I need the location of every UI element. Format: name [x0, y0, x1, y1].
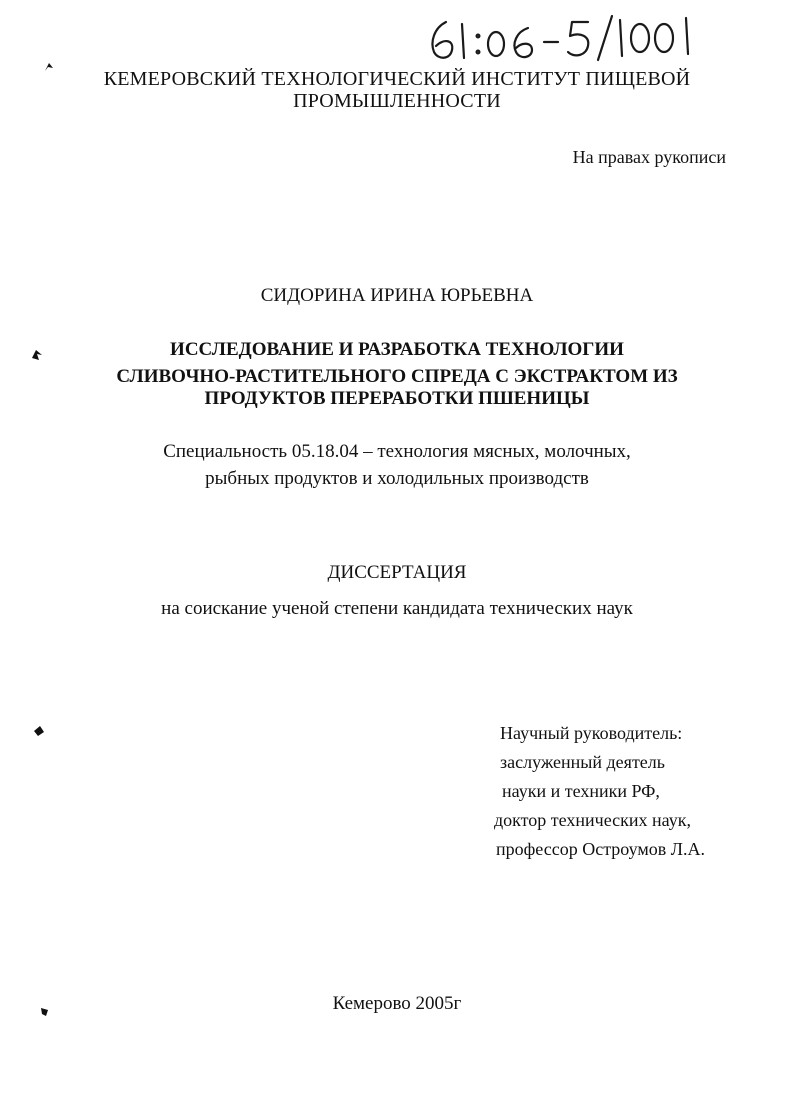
- advisor-line-4: профессор Остроумов Л.А.: [496, 839, 705, 859]
- advisor-line-3: доктор технических наук,: [494, 810, 691, 830]
- specialty-line-1: Специальность 05.18.04 – технология мясных, молочных,: [163, 441, 631, 462]
- institute-name-line-2: ПРОМЫШЛЕННОСТИ: [293, 90, 501, 112]
- advisor-line-1: заслуженный деятель: [500, 752, 665, 772]
- institute-name-line-1: КЕМЕРОВСКИЙ ТЕХНОЛОГИЧЕСКИЙ ИНСТИТУТ ПИЩЕВОЙ: [103, 68, 691, 90]
- advisor-line-2: науки и техники РФ,: [502, 781, 660, 801]
- title-line-3: ПРОДУКТОВ ПЕРЕРАБОТКИ ПШЕНИЦЫ: [204, 388, 590, 409]
- advisor-heading: Научный руководитель:: [500, 723, 683, 743]
- title-line-1: ИССЛЕДОВАНИЕ И РАЗРАБОТКА ТЕХНОЛОГИИ: [170, 339, 624, 360]
- scan-mark-3: [32, 724, 46, 738]
- handwritten-archive-code: [424, 10, 704, 64]
- place-year: Кемерово 2005г: [332, 993, 462, 1014]
- advisor-block: [494, 719, 705, 864]
- work-type: ДИССЕРТАЦИЯ: [327, 562, 467, 583]
- rights-note: На правах рукописи: [572, 147, 726, 167]
- specialty-line-2: рыбных продуктов и холодильных производств: [205, 468, 589, 489]
- author-name: СИДОРИНА ИРИНА ЮРЬЕВНА: [260, 285, 534, 306]
- title-line-2: СЛИВОЧНО-РАСТИТЕЛЬНОГО СПРЕДА С ЭКСТРАКТОМ ИЗ: [116, 366, 678, 387]
- degree-line: на соискание ученой степени кандидата технических наук: [161, 598, 633, 619]
